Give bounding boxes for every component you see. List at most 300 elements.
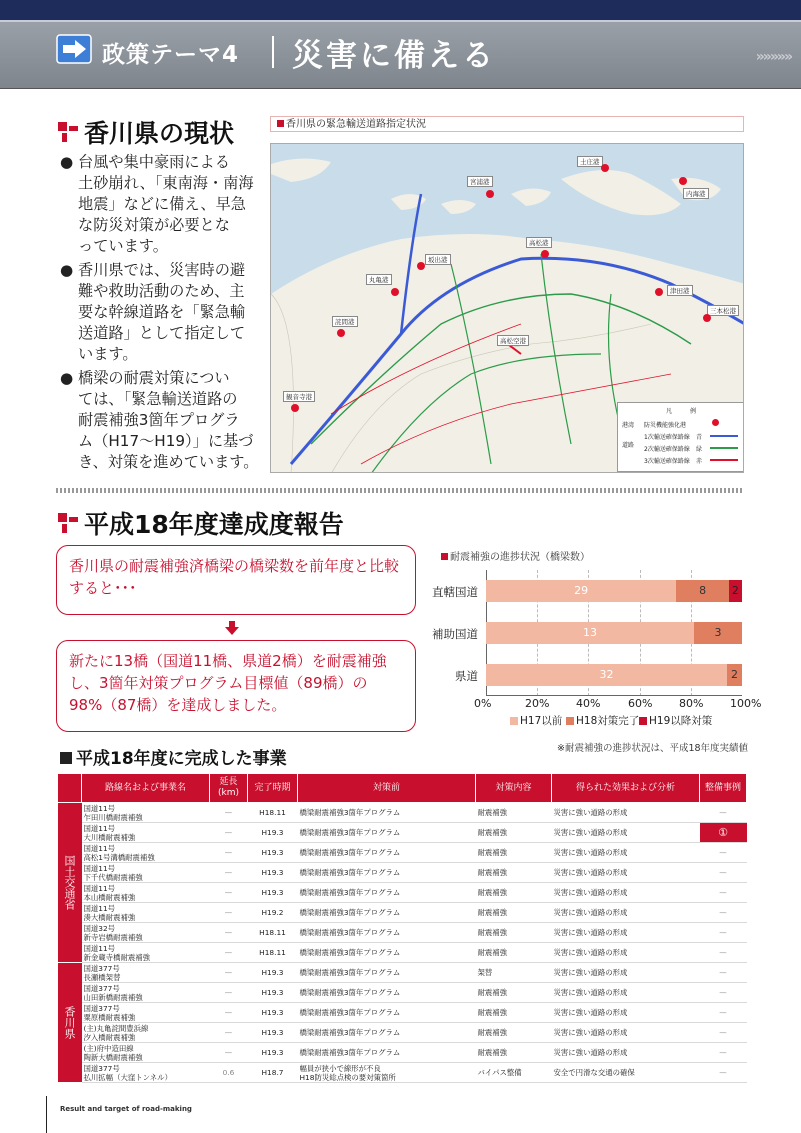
legend-swatch	[639, 717, 647, 725]
length-value: —	[224, 1048, 233, 1057]
before-cell	[298, 1063, 476, 1083]
project-name: 新金蔵寺橋耐震補強	[83, 952, 151, 962]
before-cell	[298, 863, 476, 883]
before-text: 幅員が狭小で線形が不良	[299, 1063, 381, 1073]
table-row	[58, 843, 747, 863]
example-value: —	[719, 848, 727, 857]
arrow-down-icon	[225, 621, 239, 635]
chevrons-icon: »»»»»	[755, 49, 791, 65]
length-value: —	[224, 1028, 233, 1037]
effect-cell	[552, 823, 700, 843]
table-row	[58, 1043, 747, 1063]
date-cell	[248, 863, 298, 883]
example-value: —	[719, 1048, 727, 1057]
example-cell	[700, 943, 747, 963]
date-cell	[248, 823, 298, 843]
project-name: 高松1号溝橋耐震補強	[83, 852, 155, 862]
group-label: 国土交通省	[58, 803, 82, 963]
example-value: —	[719, 948, 727, 957]
route-cell	[82, 903, 210, 923]
arrow-right-icon	[56, 34, 92, 64]
project-name: 陶新大橋耐震補強	[83, 1052, 143, 1062]
length-value: —	[224, 868, 233, 877]
top-bar	[0, 0, 801, 20]
route-cell	[82, 983, 210, 1003]
project-table	[57, 773, 747, 1083]
status-bullet: ● 香川県では、災害時の避 難や救助活動のため、主 要な幹線道路を「緊急輸 送道路」として指定して います。	[60, 261, 246, 363]
emergency-road-map[interactable]	[270, 143, 744, 473]
measure-text: 架替	[477, 968, 493, 977]
length-cell	[210, 843, 248, 863]
port-marker-icon	[541, 250, 549, 258]
project-name: 下千代橋耐震補強	[83, 872, 143, 882]
port-marker-icon	[417, 262, 425, 270]
length-value: —	[224, 908, 233, 917]
route-cell	[82, 1043, 210, 1063]
table-row	[58, 923, 747, 943]
effect-text: 災害に強い道路の形成	[553, 888, 628, 897]
port-label: 観音寺港	[283, 391, 315, 402]
x-tick-label: 20%	[525, 697, 550, 710]
example-cell	[700, 1063, 747, 1083]
date-cell	[248, 883, 298, 903]
measure-text: 耐震補強	[477, 988, 508, 997]
category-label: 補助国道	[432, 627, 478, 641]
port-label: 内海港	[683, 188, 709, 199]
measure-text: 耐震補強	[477, 948, 508, 957]
effect-text: 災害に強い道路の形成	[553, 928, 628, 937]
project-name: 湊大橋耐震補強	[83, 912, 136, 922]
column-header: 延長 (km)	[210, 774, 248, 803]
completion-date: H18.11	[259, 808, 286, 817]
effect-text: 災害に強い道路の形成	[553, 968, 628, 977]
banner-separator	[272, 36, 274, 68]
date-cell	[248, 843, 298, 863]
table-row	[58, 963, 747, 983]
route-name: 国道11号	[83, 823, 116, 833]
legend-item	[510, 713, 562, 728]
bar-value-label: 2	[730, 668, 738, 681]
example-cell	[700, 843, 747, 863]
port-dot-icon	[712, 419, 719, 426]
measure-text: 耐震補強	[477, 908, 508, 917]
completion-date: H18.11	[259, 928, 286, 937]
route-cell	[82, 963, 210, 983]
footer-text: Result and target of road-making	[60, 1105, 192, 1113]
completion-date: H19.3	[261, 1028, 284, 1037]
column-header: 対策内容	[476, 774, 552, 803]
example-value: —	[719, 988, 727, 997]
map-legend: 凡 例 港湾 防災機能強化港 道路 1次輸送確保路線 青 2次輸送確保路線 緑 3次輸送確保路線 赤	[617, 402, 744, 472]
example-cell	[700, 823, 747, 843]
measure-cell	[476, 1063, 552, 1083]
map-caption: 香川県の緊急輸送道路指定状況	[270, 116, 744, 132]
bar-value-label: 3	[714, 626, 722, 639]
column-header: 完了時期	[248, 774, 298, 803]
table-header-row	[58, 774, 747, 803]
port-marker-icon	[679, 177, 687, 185]
port-marker-icon	[391, 288, 399, 296]
effect-cell	[552, 803, 700, 823]
example-value: —	[719, 808, 727, 817]
completion-date: H19.3	[261, 1048, 284, 1057]
chart-title: 耐震補強の進捗状況（橋梁数）	[441, 548, 590, 563]
measure-cell	[476, 923, 552, 943]
port-marker-icon	[655, 288, 663, 296]
effect-cell	[552, 943, 700, 963]
completion-date: H19.3	[261, 968, 284, 977]
example-value: —	[719, 968, 727, 977]
table-row	[58, 1023, 747, 1043]
category-label: 直轄国道	[432, 585, 478, 599]
chart-bar	[486, 664, 727, 686]
length-value: —	[224, 828, 233, 837]
effect-cell	[552, 1023, 700, 1043]
before-cell	[298, 823, 476, 843]
measure-cell	[476, 843, 552, 863]
length-value: —	[224, 888, 233, 897]
legend-swatch	[510, 717, 518, 725]
measure-text: 耐震補強	[477, 1028, 508, 1037]
project-name: 本山橋耐震補強	[83, 892, 136, 902]
length-value: —	[224, 968, 233, 977]
length-value: —	[224, 928, 233, 937]
table-row	[58, 803, 747, 823]
status-bullet: ● 橋梁の耐震対策につい ては、「緊急輸送道路の 耐震補強3箇年プログラ ム（H17～H19）」に基づ き、対策を進めています。	[60, 369, 259, 471]
before-cell	[298, 963, 476, 983]
table-title: 平成18年度に完成した事業	[60, 744, 287, 769]
effect-text: 災害に強い道路の形成	[553, 828, 628, 837]
result-box: 新たに13橋（国道11橋、県道2橋）を耐震補強し、3箇年対策プログラム目標値（89橋）の98%（87橋）を達成しました。	[56, 640, 416, 732]
legend-item	[639, 713, 712, 728]
before-text: 橋梁耐震補強3箇年プログラム	[299, 908, 401, 917]
before-cell	[298, 943, 476, 963]
effect-cell	[552, 1043, 700, 1063]
length-cell	[210, 1003, 248, 1023]
route-cell	[82, 803, 210, 823]
before-text: 橋梁耐震補強3箇年プログラム	[299, 968, 401, 977]
example-value: ①	[718, 826, 728, 839]
legend-label: H19以降対策	[649, 715, 713, 727]
measure-text: バイパス整備	[477, 1068, 522, 1077]
effect-text: 災害に強い道路の形成	[553, 988, 628, 997]
length-cell	[210, 1023, 248, 1043]
length-value: —	[224, 1008, 233, 1017]
effect-text: 災害に強い道路の形成	[553, 1048, 628, 1057]
column-header: 対策前	[298, 774, 476, 803]
route-cell	[82, 1003, 210, 1023]
before-cell	[298, 1023, 476, 1043]
route-name: 国道377号	[83, 983, 120, 993]
port-label: 高松空港	[497, 335, 529, 346]
length-cell	[210, 863, 248, 883]
chart-bar	[727, 664, 742, 686]
route-cell	[82, 1063, 210, 1083]
before-text: 橋梁耐震補強3箇年プログラム	[299, 828, 401, 837]
legend-item	[566, 713, 639, 728]
theme-banner	[0, 22, 801, 89]
example-cell	[700, 1043, 747, 1063]
effect-cell	[552, 963, 700, 983]
bar-value-label: 32	[599, 668, 614, 681]
effect-text: 災害に強い道路の形成	[553, 948, 628, 957]
bar-value-label: 8	[699, 584, 707, 597]
measure-cell	[476, 883, 552, 903]
length-value: —	[224, 948, 233, 957]
length-cell	[210, 983, 248, 1003]
date-cell	[248, 803, 298, 823]
x-tick-label: 100%	[730, 697, 762, 710]
project-name: 大川橋耐震補強	[83, 832, 136, 842]
before-cell	[298, 1043, 476, 1063]
completion-date: H19.3	[261, 888, 284, 897]
date-cell	[248, 1003, 298, 1023]
date-cell	[248, 923, 298, 943]
legend-swatch	[566, 717, 574, 725]
before-cell	[298, 903, 476, 923]
chart-bar	[676, 580, 729, 602]
date-cell	[248, 983, 298, 1003]
route-name: 国道377号	[83, 1003, 120, 1013]
example-cell	[700, 983, 747, 1003]
chart-bar	[729, 580, 742, 602]
length-cell	[210, 943, 248, 963]
project-name: 長瀬橋架替	[83, 972, 121, 982]
before-cell	[298, 983, 476, 1003]
date-cell	[248, 1043, 298, 1063]
length-cell	[210, 1043, 248, 1063]
example-cell	[700, 903, 747, 923]
before-cell	[298, 803, 476, 823]
table-row	[58, 1003, 747, 1023]
group-label: 香川県	[58, 963, 82, 1083]
route-cell	[82, 1023, 210, 1043]
completion-date: H19.3	[261, 988, 284, 997]
measure-cell	[476, 1003, 552, 1023]
example-cell	[700, 1003, 747, 1023]
effect-text: 安全で円滑な交通の確保	[553, 1068, 635, 1077]
port-label: 詫間港	[332, 316, 358, 327]
port-label: 高松港	[526, 237, 552, 248]
route-name: 国道11号	[83, 903, 116, 913]
date-cell	[248, 963, 298, 983]
project-name: 汐入橋耐震補強	[83, 1032, 136, 1042]
bar-value-label: 13	[583, 626, 597, 639]
effect-cell	[552, 923, 700, 943]
project-name: 新寺岩橋耐震補強	[83, 932, 143, 942]
measure-text: 耐震補強	[477, 848, 508, 857]
column-header: 得られた効果および分析	[552, 774, 700, 803]
example-value: —	[719, 1008, 727, 1017]
x-tick-label: 60%	[628, 697, 653, 710]
example-cell	[700, 883, 747, 903]
route-name: 国道11号	[83, 863, 116, 873]
page-title: 災害に備える	[292, 38, 496, 74]
report-section-title: 平成18年度達成度報告	[84, 510, 344, 539]
route-cell	[82, 843, 210, 863]
length-cell	[210, 963, 248, 983]
measure-cell	[476, 903, 552, 923]
before-cell	[298, 843, 476, 863]
measure-text: 耐震補強	[477, 888, 508, 897]
example-value: —	[719, 868, 727, 877]
measure-text: 耐震補強	[477, 928, 508, 937]
section-mark-icon	[58, 122, 78, 142]
route-name: 国道377号	[83, 1063, 120, 1073]
before-cell	[298, 883, 476, 903]
before-text: H18防災総点検の要対策箇所	[299, 1072, 396, 1082]
project-name: 払川拡幅（大窪トンネル）	[83, 1072, 172, 1082]
comparison-box: 香川県の耐震補強済橋梁の橋梁数を前年度と比較すると･･･	[56, 545, 416, 615]
port-marker-icon	[486, 190, 494, 198]
completion-date: H18.7	[261, 1068, 284, 1077]
effect-text: 災害に強い道路の形成	[553, 848, 628, 857]
date-cell	[248, 903, 298, 923]
length-cell	[210, 923, 248, 943]
length-value: —	[224, 808, 233, 817]
length-cell	[210, 903, 248, 923]
measure-cell	[476, 963, 552, 983]
route-name: 国道11号	[83, 803, 116, 813]
completion-date: H19.3	[261, 1008, 284, 1017]
before-text: 橋梁耐震補強3箇年プログラム	[299, 848, 401, 857]
port-label: 坂出港	[425, 254, 451, 265]
completion-date: H19.3	[261, 868, 284, 877]
completion-date: H18.11	[259, 948, 286, 957]
example-cell	[700, 923, 747, 943]
table-row	[58, 943, 747, 963]
route-name: 国道11号	[83, 883, 116, 893]
effect-cell	[552, 843, 700, 863]
section-mark-icon	[58, 513, 78, 533]
measure-text: 耐震補強	[477, 828, 508, 837]
date-cell	[248, 1063, 298, 1083]
length-value: —	[224, 848, 233, 857]
effect-cell	[552, 883, 700, 903]
route-cell	[82, 943, 210, 963]
legend-label: H17以前	[520, 715, 563, 727]
before-text: 橋梁耐震補強3箇年プログラム	[299, 948, 401, 957]
length-value: 0.6	[222, 1068, 235, 1077]
route-cell	[82, 883, 210, 903]
table-row	[58, 863, 747, 883]
measure-cell	[476, 1043, 552, 1063]
effect-text: 災害に強い道路の形成	[553, 1028, 628, 1037]
before-text: 橋梁耐震補強3箇年プログラム	[299, 1048, 401, 1057]
effect-text: 災害に強い道路の形成	[553, 1008, 628, 1017]
port-marker-icon	[703, 314, 711, 322]
chart-bar	[486, 580, 676, 602]
route-cell	[82, 863, 210, 883]
length-cell	[210, 883, 248, 903]
example-cell	[700, 863, 747, 883]
project-name: 山田新橋耐震補強	[83, 992, 143, 1002]
effect-cell	[552, 983, 700, 1003]
port-label: 三本松港	[707, 305, 739, 316]
example-cell	[700, 803, 747, 823]
date-cell	[248, 943, 298, 963]
table-row	[58, 1063, 747, 1083]
port-label: 津田港	[667, 285, 693, 296]
measure-cell	[476, 803, 552, 823]
table-row	[58, 823, 747, 843]
x-tick-label: 40%	[576, 697, 601, 710]
before-text: 橋梁耐震補強3箇年プログラム	[299, 1028, 401, 1037]
measure-text: 耐震補強	[477, 808, 508, 817]
before-text: 橋梁耐震補強3箇年プログラム	[299, 868, 401, 877]
x-tick-label: 80%	[679, 697, 704, 710]
route-name: (主)丸亀詫間豊浜線	[83, 1023, 149, 1033]
completion-date: H19.3	[261, 848, 284, 857]
example-value: —	[719, 928, 727, 937]
example-value: —	[719, 908, 727, 917]
measure-text: 耐震補強	[477, 1048, 508, 1057]
measure-cell	[476, 943, 552, 963]
example-value: —	[719, 1028, 727, 1037]
port-label: 宮浦港	[467, 176, 493, 187]
chart-bar	[694, 622, 742, 644]
measure-text: 耐震補強	[477, 868, 508, 877]
port-marker-icon	[337, 329, 345, 337]
theme-label: 政策テーマ4	[102, 42, 240, 68]
status-section-title: 香川県の現状	[84, 119, 235, 148]
effect-text: 災害に強い道路の形成	[553, 868, 628, 877]
route-cell	[82, 923, 210, 943]
column-header: 路線名および事業名	[82, 774, 210, 803]
measure-text: 耐震補強	[477, 1008, 508, 1017]
port-label: 土庄港	[577, 156, 603, 167]
route-name: (主)府中造田線	[83, 1043, 134, 1053]
route-cell	[82, 823, 210, 843]
effect-cell	[552, 863, 700, 883]
measure-cell	[476, 823, 552, 843]
effect-cell	[552, 903, 700, 923]
port-marker-icon	[291, 404, 299, 412]
port-label: 丸亀港	[366, 274, 392, 285]
section-divider	[56, 488, 744, 493]
before-cell	[298, 923, 476, 943]
chart-note: ※耐震補強の進捗状況は、平成18年度実績値	[557, 743, 749, 754]
completion-date: H19.2	[261, 908, 284, 917]
bar-value-label: 29	[574, 584, 589, 597]
before-cell	[298, 1003, 476, 1023]
table-row	[58, 903, 747, 923]
project-name: 粟原橋耐震補強	[83, 1012, 136, 1022]
example-value: —	[719, 888, 727, 897]
example-cell	[700, 1023, 747, 1043]
footer-rule	[46, 1096, 47, 1133]
legend-label: H18対策完了	[576, 715, 640, 727]
completion-date: H19.3	[261, 828, 284, 837]
chart-bar	[486, 622, 694, 644]
route-name: 国道32号	[83, 923, 116, 933]
measure-cell	[476, 983, 552, 1003]
progress-chart	[486, 570, 742, 696]
before-text: 橋梁耐震補強3箇年プログラム	[299, 808, 401, 817]
length-value: —	[224, 988, 233, 997]
length-cell	[210, 823, 248, 843]
length-cell	[210, 803, 248, 823]
project-name: 乍田川橋耐震補強	[83, 812, 143, 822]
port-marker-icon	[601, 164, 609, 172]
route-name: 国道11号	[83, 843, 116, 853]
route-name: 国道11号	[83, 943, 116, 953]
before-text: 橋梁耐震補強3箇年プログラム	[299, 928, 401, 937]
date-cell	[248, 1023, 298, 1043]
before-text: 橋梁耐震補強3箇年プログラム	[299, 988, 401, 997]
x-tick-label: 0%	[474, 697, 492, 710]
column-header: 整備事例	[700, 774, 747, 803]
